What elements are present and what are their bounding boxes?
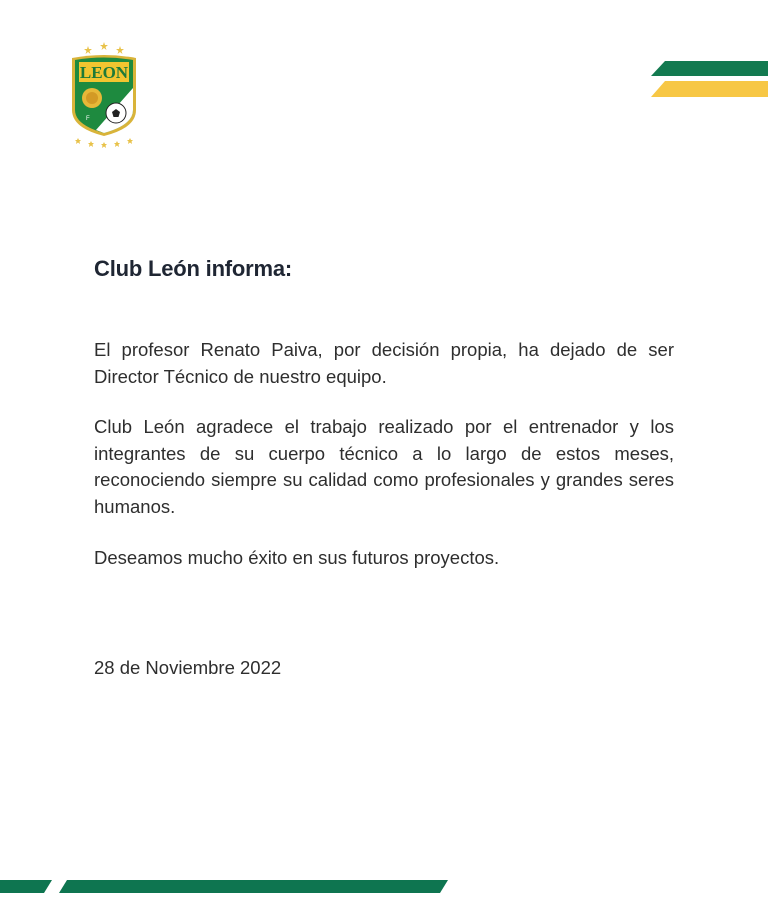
- paragraph-1: El profesor Renato Paiva, por decisión propia, ha dejado de ser Director Técnico de nuestro equipo.: [94, 339, 674, 387]
- svg-text:LEON: LEON: [79, 63, 129, 82]
- paragraph-2: Club León agradece el trabajo realizado por el entrenador y los integrantes de su cuerpo técnico a lo largo de estos meses, reconociendo siempre su calidad como profesionales y grandes seres humanos.: [94, 416, 674, 517]
- statement-heading: Club León informa:: [94, 256, 293, 281]
- crest-icon: [66, 40, 142, 148]
- club-leon-logo: [66, 40, 142, 148]
- statement-date: 28 de Noviembre 2022: [94, 657, 282, 678]
- bottom-green-stripe-long: [59, 880, 448, 893]
- paragraph-3: Deseamos mucho éxito en sus futuros proyectos.: [94, 547, 500, 568]
- top-yellow-stripe: [651, 81, 768, 97]
- svg-text:F: F: [86, 116, 90, 122]
- bottom-green-stripe-short: [0, 880, 52, 893]
- svg-text:C: C: [92, 121, 97, 127]
- top-green-stripe: [651, 61, 768, 76]
